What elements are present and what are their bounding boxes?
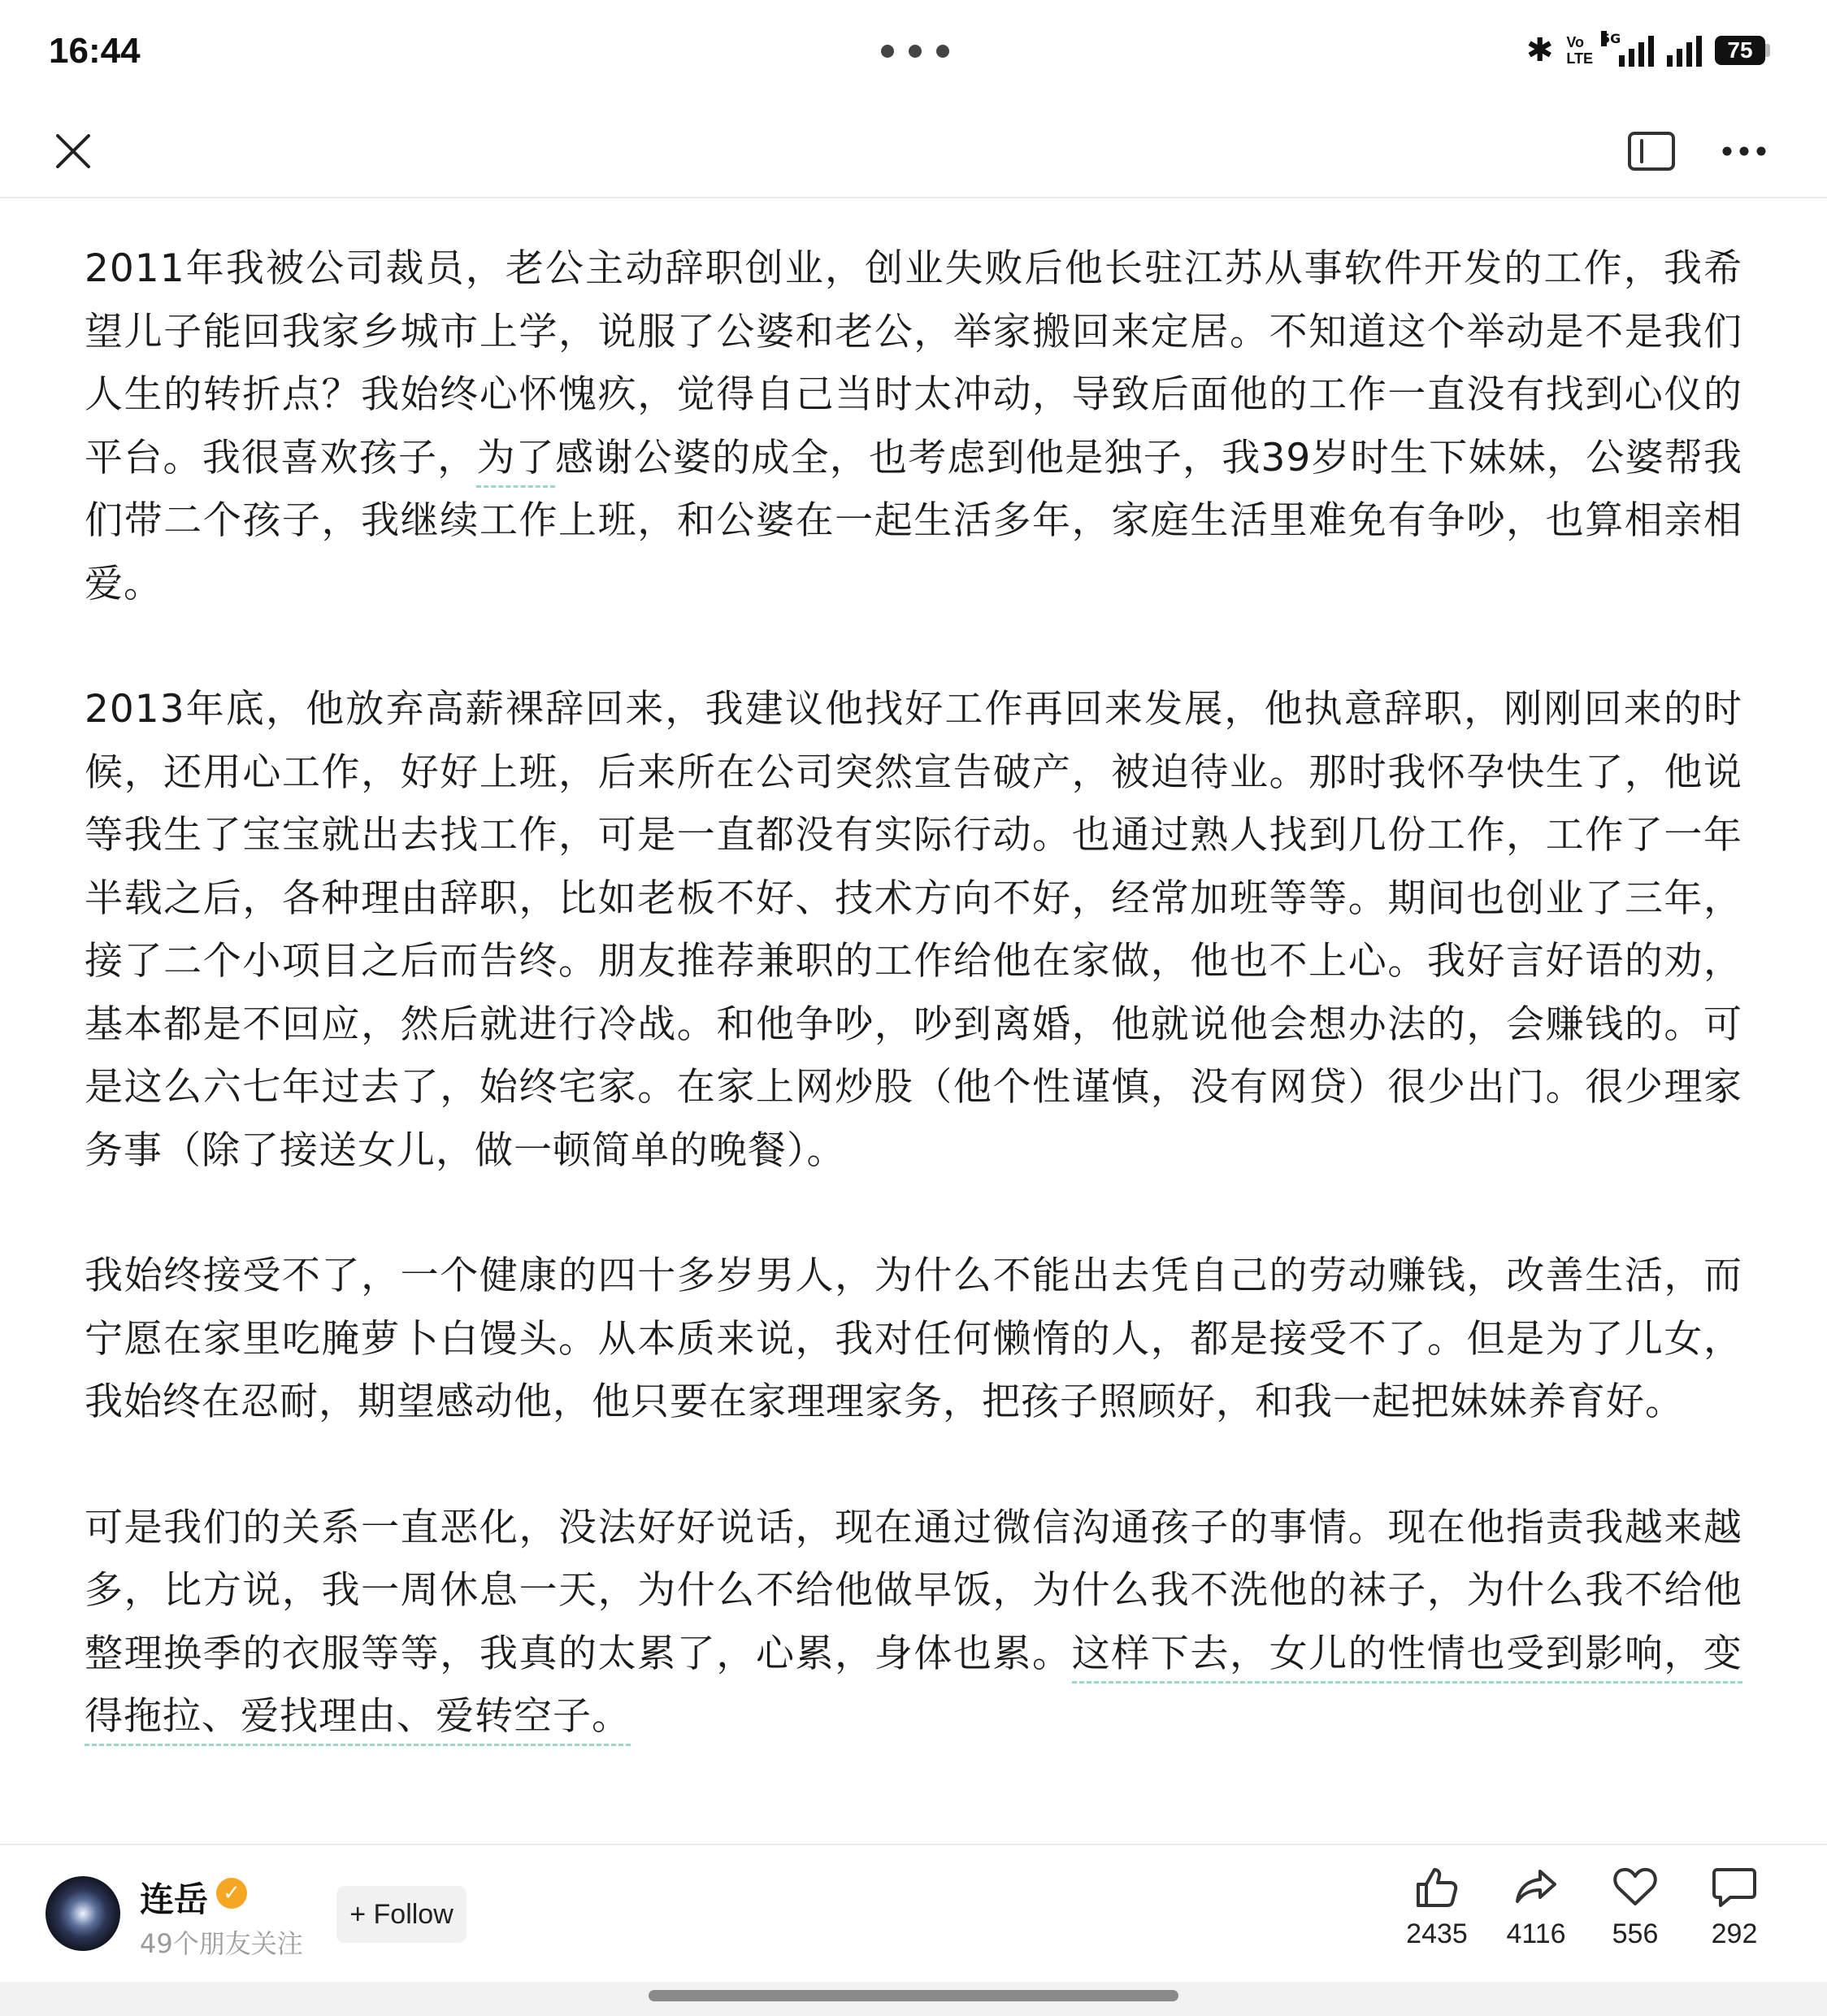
top-nav [0,106,1827,198]
close-icon [54,133,92,170]
paragraph-text: 感谢公婆的成全，也考虑到他是独子，我39岁时生下妹妹，公婆帮我们带二个孩子，我继续工作上班，和公婆在一起生活多年，家庭生活里难免有争吵，也算相亲相爱。 [85,435,1742,606]
bluetooth-icon: ✱ [1525,32,1554,69]
status-time: 16:44 [49,31,141,71]
gesture-bar [0,1982,1827,2016]
comment-button[interactable] [1686,1863,1783,1950]
reader-mode-button[interactable] [1622,122,1681,180]
heart-icon [1612,1863,1659,1910]
highlighted-phrase[interactable]: 为了 [476,436,555,488]
article-paragraph [85,237,1742,615]
signal-icon [1667,34,1702,67]
paragraph-text: 2011年我被公司裁员，老公主动辞职创业，创业失败后他长驻江苏从事软件开发的工作，我希望儿子能回我家乡城市上学，说服了公婆和老公，举家搬回来定居。不知道这个举动是不是我们人生的转折点？我始终心怀愧疚，觉得自己当时太冲动，导致后面他的工作一直没有找到心仪的平台。我很喜欢孩子， [85,246,1742,480]
author-avatar[interactable] [46,1876,120,1951]
like-count: 2435 [1406,1918,1468,1949]
share-icon [1512,1863,1560,1910]
favorite-count: 556 [1612,1918,1659,1949]
close-button[interactable] [44,122,102,180]
window-dots-icon[interactable] [881,45,949,58]
volte-indicator [1566,34,1593,67]
comment-count: 292 [1711,1918,1758,1949]
home-indicator[interactable] [649,1990,1178,2001]
more-button[interactable] [1715,122,1773,180]
share-button[interactable] [1487,1863,1585,1950]
volte-bottom: LTE [1566,50,1593,67]
highlighted-phrase[interactable]: 这样下去，女儿的性情也受到影响，变得拖拉、爱找理由、爱转空子。 [85,1631,1742,1747]
more-icon [1721,146,1767,157]
battery-icon [1715,36,1770,65]
favorite-button[interactable] [1586,1863,1684,1950]
thumbs-up-icon [1413,1863,1460,1910]
volte-top: Vo [1566,34,1584,50]
like-button[interactable] [1388,1863,1486,1950]
status-icons [1526,33,1770,68]
author-name[interactable]: 连岳 [140,1879,209,1919]
share-count: 4116 [1506,1918,1566,1949]
bottom-action-bar [0,1844,1827,1983]
paragraph-text: 可是我们的关系一直恶化，没法好好说话，现在通过微信沟通孩子的事情。现在他指责我越来越多，比方说，我一周休息一天，为什么不给他做早饭，为什么我不洗他的袜子，为什么我不给他整理换季的衣服等等，我真的太累了，心累，身体也累。 [85,1505,1742,1676]
verified-icon: ✓ [216,1878,247,1909]
battery-level: 75 [1715,36,1765,65]
network-type: 5G [1601,31,1621,46]
article-body [85,237,1742,1811]
comment-icon [1711,1863,1758,1910]
article-paragraph: 我始终接受不了，一个健康的四十多岁男人，为什么不能出去凭自己的劳动赚钱，改善生活，而宁愿在家里吃腌萝卜白馒头。从本质来说，我对任何懒惰的人，都是接受不了。但是为了儿女，我始终在忍耐，期望感动他，他只要在家理理家务，把孩子照顾好，和我一起把妹妹养育好。 [85,1253,1742,1424]
article-paragraph [85,1497,1742,1749]
reader-mode-icon [1627,131,1676,172]
signal-icon [1601,31,1654,67]
article-paragraph: 2013年底，他放弃高薪裸辞回来，我建议他找好工作再回来发展，他执意辞职，刚刚回来的时候，还用心工作，好好上班，后来所在公司突然宣告破产，被迫待业。那时我怀孕快生了，他说等我生了宝宝就出去找工作，可是一直都没有实际行动。也通过熟人找到几份工作，工作了一年半载之后，各种理由辞职，比如老板不好、技术方向不好，经常加班等等。期间也创业了三年，接了二个小项目之后而告终。朋友推荐兼职的工作给他在家做，他也不上心。我好言好语的劝，基本都是不回应，然后就进行冷战。和他争吵，吵到离婚，他就说他会想办法的，会赚钱的。可是这么六七年过去了，始终宅家。在家上网炒股（他个性谨慎，没有网贷）很少出门。很少理家务事（除了接送女儿，做一顿简单的晚餐）。 [85,687,1742,1173]
author-followers: 49个朋友关注 [140,1928,303,1959]
follow-button[interactable]: + Follow [336,1886,467,1943]
status-bar [0,0,1827,106]
